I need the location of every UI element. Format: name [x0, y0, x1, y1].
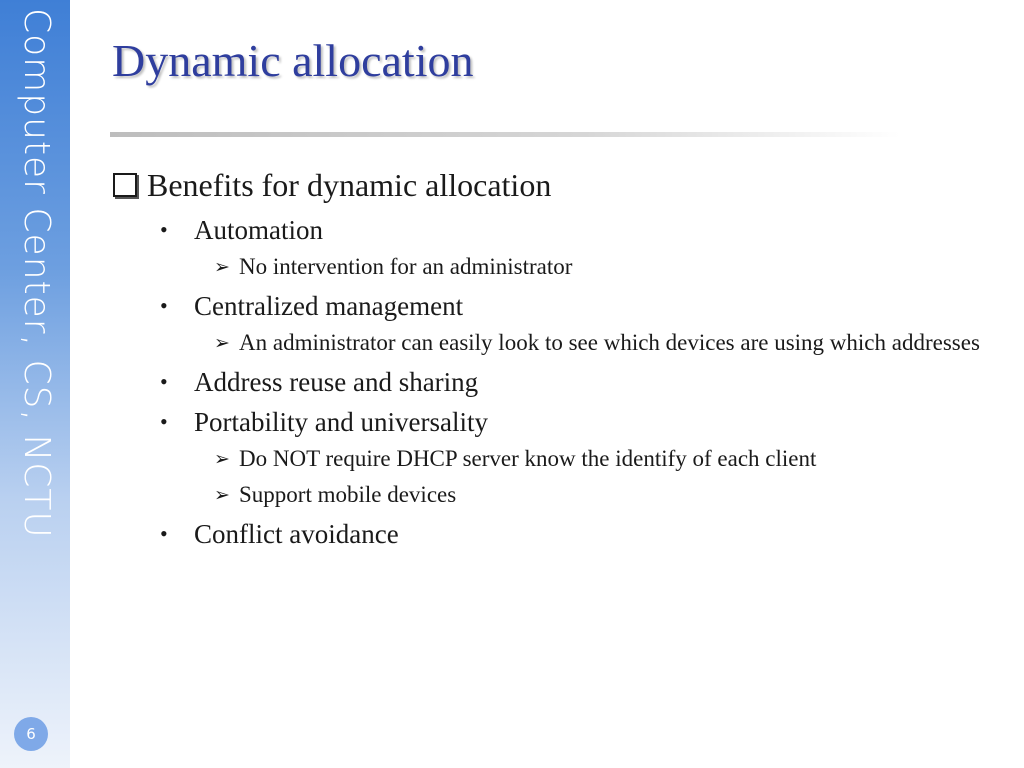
sub-list-item [113, 444, 993, 474]
sub-list-item [113, 328, 993, 358]
list-item-label: Portability and universality [194, 407, 488, 437]
title-divider [110, 132, 900, 137]
list-item [113, 516, 993, 552]
bullet-dot-icon: • [160, 409, 168, 434]
list-item-label: Automation [194, 215, 323, 245]
checkbox-bullet-icon [113, 173, 137, 197]
bullet-dot-icon: • [160, 521, 168, 546]
side-bar [0, 0, 70, 768]
list-item-label: Conflict avoidance [194, 519, 399, 549]
arrow-bullet-icon: ➢ [214, 332, 230, 354]
list-item-label: Address reuse and sharing [194, 367, 479, 397]
sub-list-item-text: Support mobile devices [239, 482, 457, 507]
arrow-bullet-icon: ➢ [214, 448, 230, 470]
list-item [113, 212, 993, 248]
heading-text: Benefits for dynamic allocation [147, 166, 552, 203]
sub-list-item-text: Do NOT require DHCP server know the identify of each client [239, 446, 817, 471]
sub-list-item [113, 252, 993, 282]
arrow-bullet-icon: ➢ [214, 484, 230, 506]
bullet-dot-icon: • [160, 293, 168, 318]
sub-list-item-text: An administrator can easily look to see which devices are using which addresses [239, 330, 980, 355]
slide-content [113, 162, 993, 552]
slide-title: Dynamic allocation [112, 35, 474, 86]
page-number-badge: 6 [14, 717, 48, 751]
heading-bullet [113, 162, 993, 208]
sidebar-org-text: Computer Center, CS, NCTU [16, 8, 57, 539]
sub-list-item-text: No intervention for an administrator [239, 254, 573, 279]
bullet-dot-icon: • [160, 217, 168, 242]
list-item [113, 288, 993, 324]
list-item [113, 364, 993, 400]
bullet-dot-icon: • [160, 369, 168, 394]
list-item [113, 404, 993, 440]
sub-list-item [113, 480, 993, 510]
list-item-label: Centralized management [194, 291, 464, 321]
arrow-bullet-icon: ➢ [214, 256, 230, 278]
